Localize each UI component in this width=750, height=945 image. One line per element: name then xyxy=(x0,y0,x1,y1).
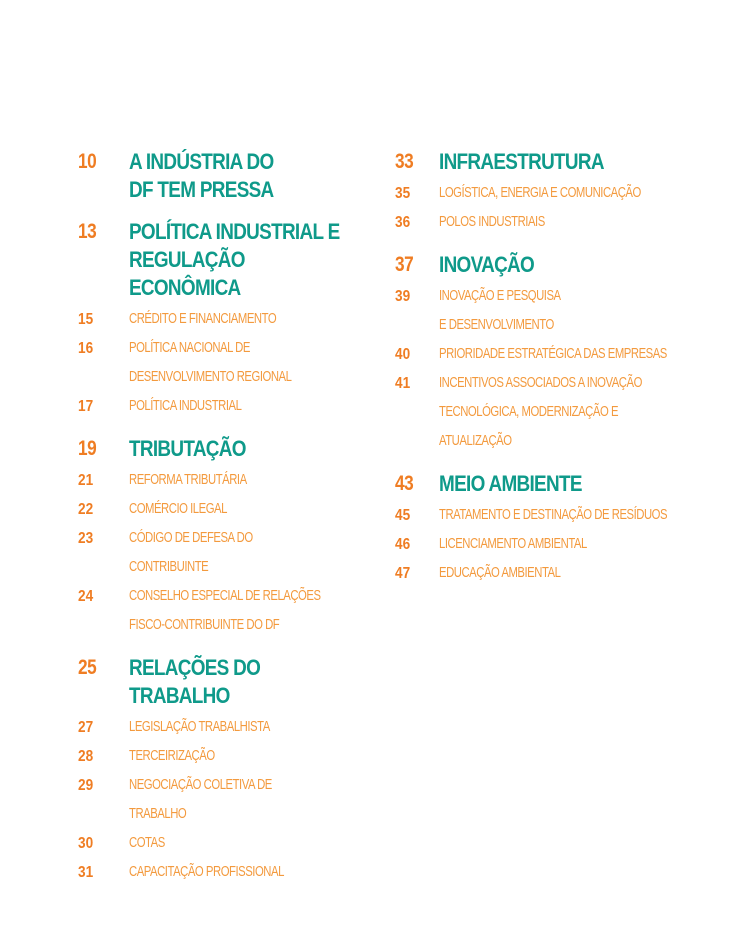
section-title: MEIO AMBIENTE xyxy=(439,471,582,496)
item-title: CONSELHO ESPECIAL DE RELAÇÕES FISCO-CONTRIBUINTE DO DF xyxy=(129,588,321,633)
toc-section-heading[interactable] xyxy=(78,654,378,710)
toc-section-heading[interactable] xyxy=(395,251,735,279)
section-page-number: 10 xyxy=(78,150,97,173)
item-title: LICENCIAMENTO AMBIENTAL xyxy=(439,536,587,552)
toc-section xyxy=(78,218,378,421)
item-page-number: 28 xyxy=(78,748,94,765)
item-page-number: 16 xyxy=(78,340,94,357)
item-title: LOGÍSTICA, ENERGIA E COMUNICAÇÃO xyxy=(439,185,641,201)
section-title: A INDÚSTRIA DO DF TEM PRESSA xyxy=(129,149,274,202)
item-title: POLÍTICA NACIONAL DE DESENVOLVIMENTO REGIONAL xyxy=(129,340,292,385)
section-title: POLÍTICA INDUSTRIAL E REGULAÇÃO ECONÔMICA xyxy=(129,219,340,300)
item-page-number: 17 xyxy=(78,398,94,415)
item-title: NEGOCIAÇÃO COLETIVA DE TRABALHO xyxy=(129,777,272,822)
item-page-number: 29 xyxy=(78,777,94,794)
toc-item[interactable] xyxy=(395,282,735,340)
toc-left-column xyxy=(78,148,378,901)
item-title: COTAS xyxy=(129,835,165,851)
toc-item[interactable] xyxy=(395,559,735,588)
item-title: CÓDIGO DE DEFESA DO CONTRIBUINTE xyxy=(129,530,253,575)
item-title: REFORMA TRIBUTÁRIA xyxy=(129,472,247,488)
item-page-number: 47 xyxy=(395,565,411,582)
item-page-number: 46 xyxy=(395,536,411,553)
toc-section xyxy=(395,251,735,456)
section-title: TRIBUTAÇÃO xyxy=(129,436,246,461)
toc-item[interactable] xyxy=(395,501,735,530)
toc-item[interactable] xyxy=(78,742,378,771)
section-page-number: 33 xyxy=(395,150,414,173)
toc-item[interactable] xyxy=(78,858,378,887)
item-title: INCENTIVOS ASSOCIADOS A INOVAÇÃO TECNOLÓGICA, MODERNIZAÇÃO E ATUALIZAÇÃO xyxy=(439,375,642,449)
item-title: EDUCAÇÃO AMBIENTAL xyxy=(439,565,561,581)
section-page-number: 37 xyxy=(395,253,414,276)
item-title: TRATAMENTO E DESTINAÇÃO DE RESÍDUOS xyxy=(439,507,668,523)
section-page-number: 13 xyxy=(78,220,97,243)
item-page-number: 22 xyxy=(78,501,94,518)
item-title: LEGISLAÇÃO TRABALHISTA xyxy=(129,719,270,735)
item-page-number: 24 xyxy=(78,588,94,605)
item-page-number: 45 xyxy=(395,507,411,524)
toc-item[interactable] xyxy=(78,713,378,742)
toc-section xyxy=(78,435,378,640)
toc-section-heading[interactable] xyxy=(78,218,378,302)
item-page-number: 40 xyxy=(395,346,411,363)
item-title: POLOS INDUSTRIAIS xyxy=(439,214,545,230)
item-page-number: 31 xyxy=(78,864,94,881)
toc-item[interactable] xyxy=(78,305,378,334)
item-title: CRÉDITO E FINANCIAMENTO xyxy=(129,311,277,327)
item-page-number: 41 xyxy=(395,375,411,392)
toc-item[interactable] xyxy=(78,524,378,582)
toc-item[interactable] xyxy=(395,530,735,559)
toc-section-heading[interactable] xyxy=(78,148,378,204)
item-title: CAPACITAÇÃO PROFISSIONAL xyxy=(129,864,284,880)
toc-item[interactable] xyxy=(395,208,735,237)
item-page-number: 21 xyxy=(78,472,94,489)
section-title: INOVAÇÃO xyxy=(439,252,535,277)
section-title: RELAÇÕES DO TRABALHO xyxy=(129,655,261,708)
section-page-number: 19 xyxy=(78,437,97,460)
toc-section xyxy=(78,148,378,204)
item-title: INOVAÇÃO E PESQUISA E DESENVOLVIMENTO xyxy=(439,288,561,333)
toc-right-column xyxy=(395,148,735,602)
item-page-number: 36 xyxy=(395,214,411,231)
item-page-number: 23 xyxy=(78,530,94,547)
item-page-number: 39 xyxy=(395,288,411,305)
toc-section xyxy=(395,148,735,237)
toc-section-heading[interactable] xyxy=(395,148,735,176)
item-title: COMÉRCIO ILEGAL xyxy=(129,501,227,517)
item-page-number: 30 xyxy=(78,835,94,852)
item-title: TERCEIRIZAÇÃO xyxy=(129,748,215,764)
toc-item[interactable] xyxy=(395,340,735,369)
toc-section-heading[interactable] xyxy=(78,435,378,463)
toc-section-heading[interactable] xyxy=(395,470,735,498)
item-page-number: 27 xyxy=(78,719,94,736)
item-title: POLÍTICA INDUSTRIAL xyxy=(129,398,242,414)
toc-item[interactable] xyxy=(78,466,378,495)
toc-item[interactable] xyxy=(78,771,378,829)
toc-item[interactable] xyxy=(395,369,735,456)
item-title: PRIORIDADE ESTRATÉGICA DAS EMPRESAS xyxy=(439,346,667,362)
section-title: INFRAESTRUTURA xyxy=(439,149,604,174)
toc-item[interactable] xyxy=(78,334,378,392)
toc-item[interactable] xyxy=(78,582,378,640)
toc-item[interactable] xyxy=(78,829,378,858)
toc-item[interactable] xyxy=(395,179,735,208)
toc-item[interactable] xyxy=(78,392,378,421)
toc-item[interactable] xyxy=(78,495,378,524)
item-page-number: 35 xyxy=(395,185,411,202)
toc-section xyxy=(78,654,378,887)
section-page-number: 25 xyxy=(78,656,97,679)
toc-section xyxy=(395,470,735,588)
item-page-number: 15 xyxy=(78,311,94,328)
section-page-number: 43 xyxy=(395,472,414,495)
